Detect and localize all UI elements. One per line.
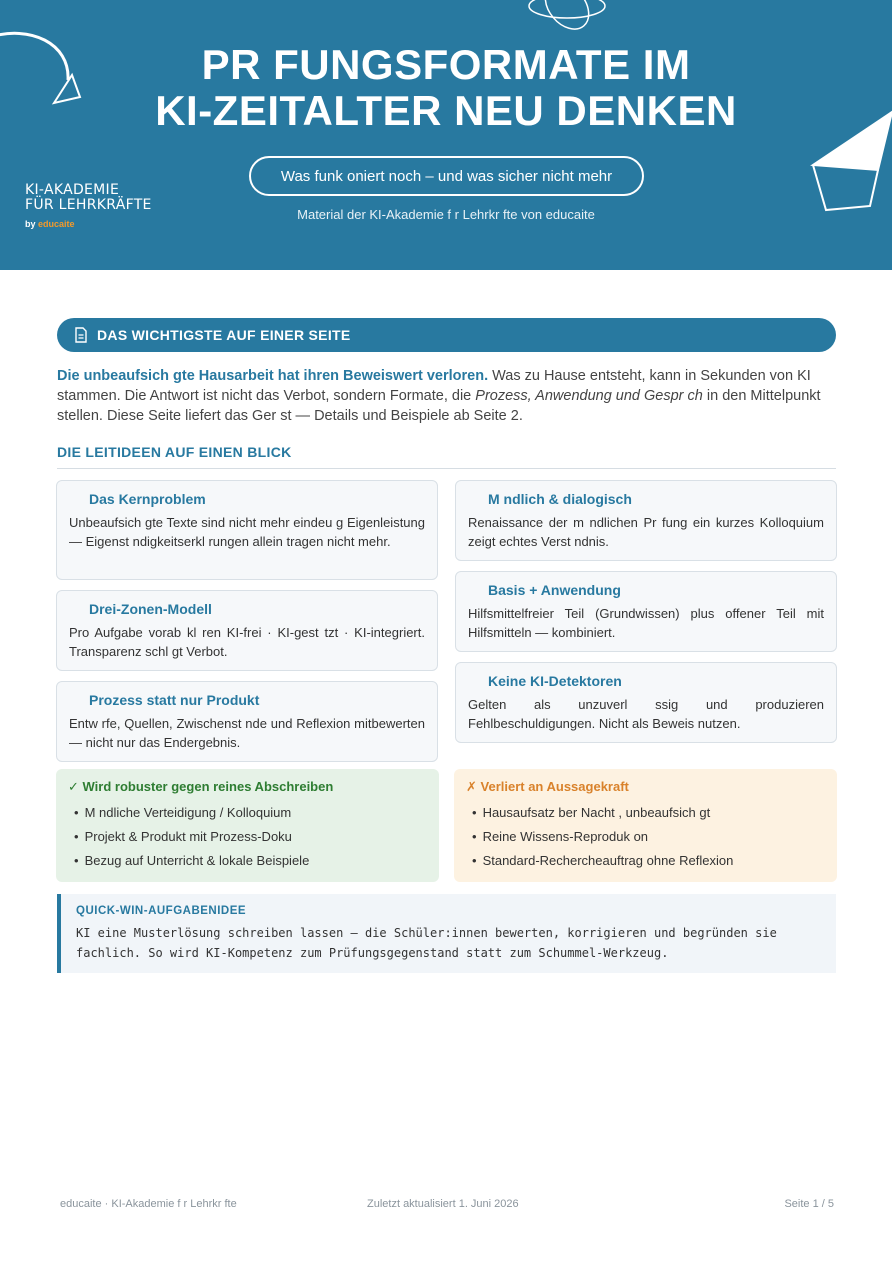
card-basis-anwendung bbox=[455, 571, 837, 652]
quick-win-box bbox=[57, 894, 836, 973]
card-body: Renaissance der m ndlichen Pr fung ein kurzes Kolloquium zeigt echtes Verst ndnis. bbox=[468, 515, 824, 549]
logo-by-text: by bbox=[25, 219, 36, 229]
footer-left: educaite · KI-Akademie f r Lehrkr fte bbox=[60, 1198, 237, 1210]
list-item: • Hausaufsatz ber Nacht , unbeaufsich gt bbox=[466, 801, 825, 825]
list-item: • M ndliche Verteidigung / Kolloquium bbox=[68, 801, 427, 825]
card-title: Keine KI-Detektoren bbox=[488, 673, 622, 689]
list-item: • Projekt & Produkt mit Prozess-Doku bbox=[68, 825, 427, 849]
title-line-1: PR FUNGSFORMATE IM bbox=[201, 41, 691, 88]
card-body: Pro Aufgabe vorab kl ren KI-frei · KI-gest tzt · KI-integriert. Transparenz schl gt Verbot. bbox=[69, 625, 425, 659]
subheading-leitideen: DIE LEITIDEEN AUF EINEN BLICK bbox=[57, 444, 836, 469]
card-body: Unbeaufsich gte Texte sind nicht mehr eindeu g Eigenleistung — Eigenst ndigkeitserkl rungen allein tragen nicht mehr. bbox=[69, 515, 425, 549]
atom-decoration-icon bbox=[525, 0, 610, 38]
logo-line-1: KI-AKADEMIE bbox=[25, 182, 120, 198]
footer-page-number: Seite 1 / 5 bbox=[784, 1198, 834, 1210]
card-title: Prozess statt nur Produkt bbox=[89, 692, 260, 708]
card-keine-detektoren bbox=[455, 662, 837, 743]
page-title bbox=[0, 42, 892, 134]
robuster-box bbox=[56, 769, 439, 882]
footer-center: Zuletzt aktualisiert 1. Juni 2026 bbox=[367, 1198, 519, 1210]
card-body: Entw rfe, Quellen, Zwischenst nde und Reflexion mitbewerten — nicht nur das Endergebnis. bbox=[69, 716, 425, 750]
section-banner-title: DAS WICHTIGSTE AUF EINER SEITE bbox=[97, 327, 351, 343]
quick-win-body: KI eine Musterlösung schreiben lassen – die Schüler:innen bewerten, korrigieren und begründen sie fachlich. So wird KI-Kompetenz zum Prüfungsgegenstand statt zum Schummel-Werkzeug. bbox=[76, 926, 777, 960]
list-item: • Bezug auf Unterricht & lokale Beispiele bbox=[68, 849, 427, 873]
intro-text-1: Was zu Hause entsteht, kann in Sekunden von KI stammen. Die Antwort ist nicht das Verbot, sondern Formate, die bbox=[57, 368, 811, 404]
document-icon bbox=[73, 327, 89, 343]
card-drei-zonen bbox=[56, 590, 438, 671]
aussagekraft-box bbox=[454, 769, 837, 882]
aussagekraft-list bbox=[466, 801, 825, 873]
intro-text-2: in den Mittelpunkt stellen. Diese Seite liefert das Ger st — Details und Beispiele ab Seite 2. bbox=[57, 388, 821, 424]
tagline-pill: Was funk oniert noch – und was sicher nicht mehr bbox=[249, 156, 644, 196]
list-item: • Reine Wissens-Reproduk on bbox=[466, 825, 825, 849]
robuster-list bbox=[68, 801, 427, 873]
card-muendlich bbox=[455, 480, 837, 561]
header-banner bbox=[0, 0, 892, 270]
card-body: Gelten als unzuverl ssig und produzieren Fehlbeschuldigungen. Nicht als Beweis nutzen. bbox=[468, 697, 824, 731]
card-kernproblem bbox=[56, 480, 438, 580]
title-line-2: KI-ZEITALTER NEU DENKEN bbox=[155, 87, 737, 134]
card-body: Hilfsmittelfreier Teil (Grundwissen) plus offener Teil mit Hilfsmitteln — kombiniert. bbox=[468, 606, 824, 640]
intro-paragraph bbox=[57, 366, 836, 426]
logo-line-2: FÜR LEHRKRÄFTE bbox=[25, 197, 152, 213]
logo-brand: educaite bbox=[38, 219, 75, 229]
quick-win-heading: QUICK-WIN-AUFGABENIDEE bbox=[76, 905, 247, 917]
card-title: Das Kernproblem bbox=[89, 491, 206, 507]
card-title: M ndlich & dialogisch bbox=[488, 491, 632, 507]
aussagekraft-title: ✗ Verliert an Aussagekraft bbox=[466, 779, 629, 794]
card-prozess bbox=[56, 681, 438, 762]
list-item: • Standard-Rechercheauftrag ohne Reflexion bbox=[466, 849, 825, 873]
card-title: Basis + Anwendung bbox=[488, 582, 621, 598]
intro-emphasis: Prozess, Anwendung und Gespr ch bbox=[475, 388, 703, 404]
intro-lead: Die unbeaufsich gte Hausarbeit hat ihren Beweiswert verloren. bbox=[57, 368, 489, 384]
material-subtitle: Material der KI-Akademie f r Lehrkr fte von educaite bbox=[297, 207, 595, 222]
section-banner bbox=[57, 318, 836, 352]
card-title: Drei-Zonen-Modell bbox=[89, 601, 212, 617]
robuster-title: ✓ Wird robuster gegen reines Abschreiben bbox=[68, 779, 334, 794]
academy-logo bbox=[25, 183, 152, 229]
logo-by bbox=[25, 219, 152, 229]
